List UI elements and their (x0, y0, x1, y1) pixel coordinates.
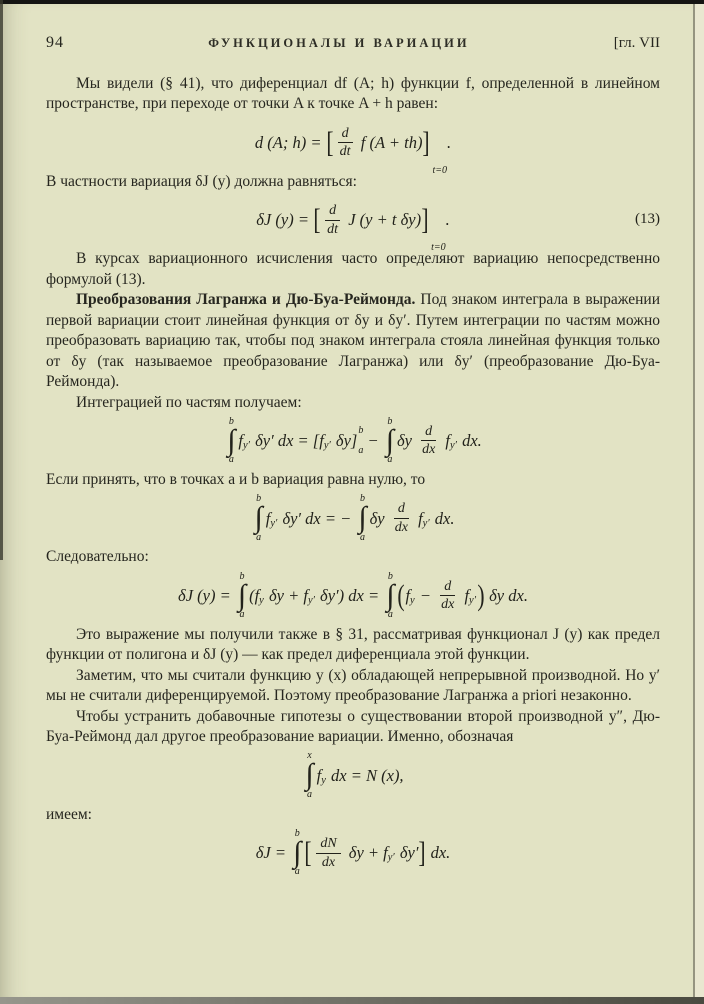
formula-token: d (421, 423, 436, 442)
formula-token: . (445, 210, 450, 230)
formula-token: a (358, 444, 364, 456)
formula-token: b (256, 493, 262, 505)
formula-integration-by-parts (46, 416, 660, 466)
formula-token: f (413, 508, 423, 528)
formula-token: d (325, 202, 340, 221)
formula-token: δy′) dx = (315, 586, 384, 605)
formula-token: y (321, 774, 326, 786)
scan-edge-top (0, 0, 704, 4)
formula-token (386, 572, 394, 621)
formula-token (439, 578, 456, 614)
formula-token: ∫ (254, 501, 263, 535)
formula-token: dx. (430, 508, 455, 528)
formula-token: t=0 (432, 164, 447, 176)
formula-token: δy] (331, 431, 358, 451)
formula-token (338, 125, 353, 161)
formula-token: − (363, 431, 383, 451)
formula-token: dx (422, 442, 436, 458)
formula-n-definition (46, 751, 660, 801)
formula-token: ∫ (358, 501, 367, 535)
para-transformations-heading: Преобразования Лагранжа и Дю-Буа-Реймонда. (76, 291, 416, 309)
formula-token (386, 417, 394, 466)
page-content (46, 34, 660, 882)
formula-token: a (294, 866, 300, 878)
formula-final (46, 828, 660, 878)
formula-token: d (394, 500, 409, 519)
para-transformations (46, 290, 660, 392)
para-expression-31: Это выражение мы получили также в § 31, рассматривая функционал J (y) как предел функции от полигона и δJ (y) — как предел диференциала этой функции. (46, 625, 660, 664)
equation-tag: (13) (635, 211, 660, 228)
formula-token (420, 423, 437, 459)
formula-token (358, 494, 366, 543)
formula-token (238, 572, 246, 621)
formula-differential (46, 118, 660, 176)
formula-token: dx (441, 597, 455, 613)
formula-token: δJ (y) = (256, 210, 314, 230)
formula-token: b (358, 424, 364, 436)
formula-token: ∫ (227, 423, 236, 457)
formula-token: f (405, 586, 411, 605)
para-consequently: Следовательно: (46, 548, 149, 566)
formula-full-variation (46, 571, 660, 621)
formula-token: − (415, 586, 436, 605)
formula-token: b (239, 570, 245, 582)
formula-token: d (338, 125, 353, 144)
formula-token: (f (249, 586, 260, 605)
formula-token: a (239, 609, 245, 621)
formula-token: x (307, 750, 312, 762)
formula-token: δy′ dx = [f (250, 431, 324, 451)
formula-token: a (228, 454, 234, 466)
body-text (46, 74, 660, 878)
formula-token: δy (396, 431, 417, 451)
formula-token: J (y + t δy) (344, 210, 422, 230)
para-integration-intro: Интеграцией по частям получаем: (76, 393, 302, 411)
formula-token (305, 751, 313, 800)
formula-token (393, 500, 410, 536)
formula-token: t=0 (431, 242, 446, 254)
para-courses: В курсах вариационного исчисления часто определяют вариацию непосредственно формулой (13). (46, 250, 660, 288)
para-variation: В частности вариация δJ (y) должна равняться: (46, 172, 357, 190)
scan-edge-right (695, 4, 704, 998)
formula-token: ∫ (305, 758, 314, 792)
para-intro: Мы видели (§ 41), что диференциал df (A; h) функции f, определенной в линейном пространстве, при переходе от точки A к точке A + h равен: (46, 75, 660, 113)
formula-token: y′ (243, 440, 250, 452)
para-zero-condition: Если принять, что в точках a и b вариация равна нулю, то (46, 470, 426, 488)
formula-token: δy + f (264, 586, 308, 605)
formula-token: f (265, 508, 271, 528)
formula-token: [ (304, 836, 312, 870)
formula-token: b (387, 415, 393, 427)
scan-edge-bottom (0, 997, 704, 1004)
formula-token: f (441, 431, 450, 451)
formula-token: b (228, 415, 234, 427)
formula-token: [ (326, 125, 334, 159)
formula-token: ∫ (293, 835, 302, 869)
para-note-continuous: Заметим, что мы считали функцию y (x) обладающей непрерывной производной. Но y′ мы не считали диференцируемой. Поэтому преобразование Лагранжа a priori незаконно. (46, 666, 660, 705)
formula-token: a (256, 531, 262, 543)
formula-token (227, 417, 235, 466)
formula-token: ] (421, 203, 429, 237)
formula-token: a (387, 609, 393, 621)
formula-token: δy (369, 508, 389, 528)
formula-token: ( (397, 578, 406, 612)
formula-token: dN (316, 835, 340, 854)
formula-token: δJ (y) = (178, 586, 235, 605)
para-transformations-text: Под знаком интеграла в выражении первой вариации стоит линейная функция от δy и δy′. Путем интеграции по частям можно преобразовать вариацию так, чтобы под знаком интеграла стояла линейная функция только от δy (так называемое преобразование Лагранжа) или δy′ (преобразование Дю-Буа-Реймонда). (46, 291, 660, 391)
page-header (46, 34, 660, 52)
formula-token: b (294, 827, 300, 839)
formula-token: f (A + th) (356, 133, 423, 153)
running-title: ФУНКЦИОНАЛЫ И ВАРИАЦИИ (208, 36, 470, 50)
para-have: имеем: (46, 805, 92, 823)
formula-zero-boundary (46, 493, 660, 543)
formula-token: y (410, 594, 415, 606)
formula-token (316, 835, 340, 871)
formula-token: a (307, 788, 313, 800)
formula-token: y′ (387, 852, 395, 864)
formula-token: a (360, 531, 365, 543)
formula-token: y′ (323, 440, 331, 452)
formula-token (255, 494, 263, 543)
formula-token: y′ (270, 517, 278, 529)
formula-token: y′ (307, 594, 315, 606)
formula-token: dx (321, 854, 336, 870)
formula-token: δJ = (255, 843, 291, 863)
formula-token (325, 202, 340, 238)
formula-token: δy′ (395, 843, 419, 863)
formula-token: dx. (426, 843, 451, 863)
formula-token: ∫ (386, 578, 395, 612)
scan-edge-left (0, 0, 3, 560)
page-number: 94 (46, 34, 64, 51)
formula-token: b (360, 493, 365, 505)
formula-token: dx (394, 519, 408, 535)
formula-token: f (238, 431, 244, 451)
formula-token: f (460, 586, 470, 605)
formula-token: ] (418, 836, 427, 870)
formula-token: ∫ (385, 423, 394, 457)
formula-token (293, 829, 301, 878)
formula-token: ] (422, 125, 431, 159)
formula-token: dt (339, 144, 351, 160)
formula-token: y′ (422, 517, 430, 529)
chapter-label: [гл. VII (613, 35, 660, 51)
formula-token: y′ (450, 440, 457, 452)
formula-token: δy + f (344, 843, 388, 863)
formula-token: δy′ dx = − (278, 508, 356, 528)
para-hypotheses: Чтобы устранить добавочные гипотезы о существовании второй производной y″, Дю-Буа-Реймонд дал другое преобразование вариации. Именно, обозначая (46, 707, 660, 746)
formula-variation-13 (46, 195, 660, 254)
formula-token: dt (327, 221, 339, 237)
formula-token: d (440, 578, 455, 597)
formula-token: δy dx. (485, 586, 528, 605)
formula-token: f (316, 765, 322, 785)
formula-token: dx = N (x), (326, 765, 404, 785)
formula-token: dx. (457, 431, 482, 451)
formula-token: y (259, 594, 264, 606)
formula-token: ∫ (237, 578, 247, 612)
formula-token: . (446, 133, 452, 153)
formula-token: ) (477, 578, 485, 612)
formula-token: d (A; h) = (254, 133, 326, 153)
formula-token: a (387, 454, 393, 466)
formula-token: [ (313, 203, 321, 237)
formula-token: b (387, 570, 393, 582)
formula-token: y′ (469, 594, 476, 606)
